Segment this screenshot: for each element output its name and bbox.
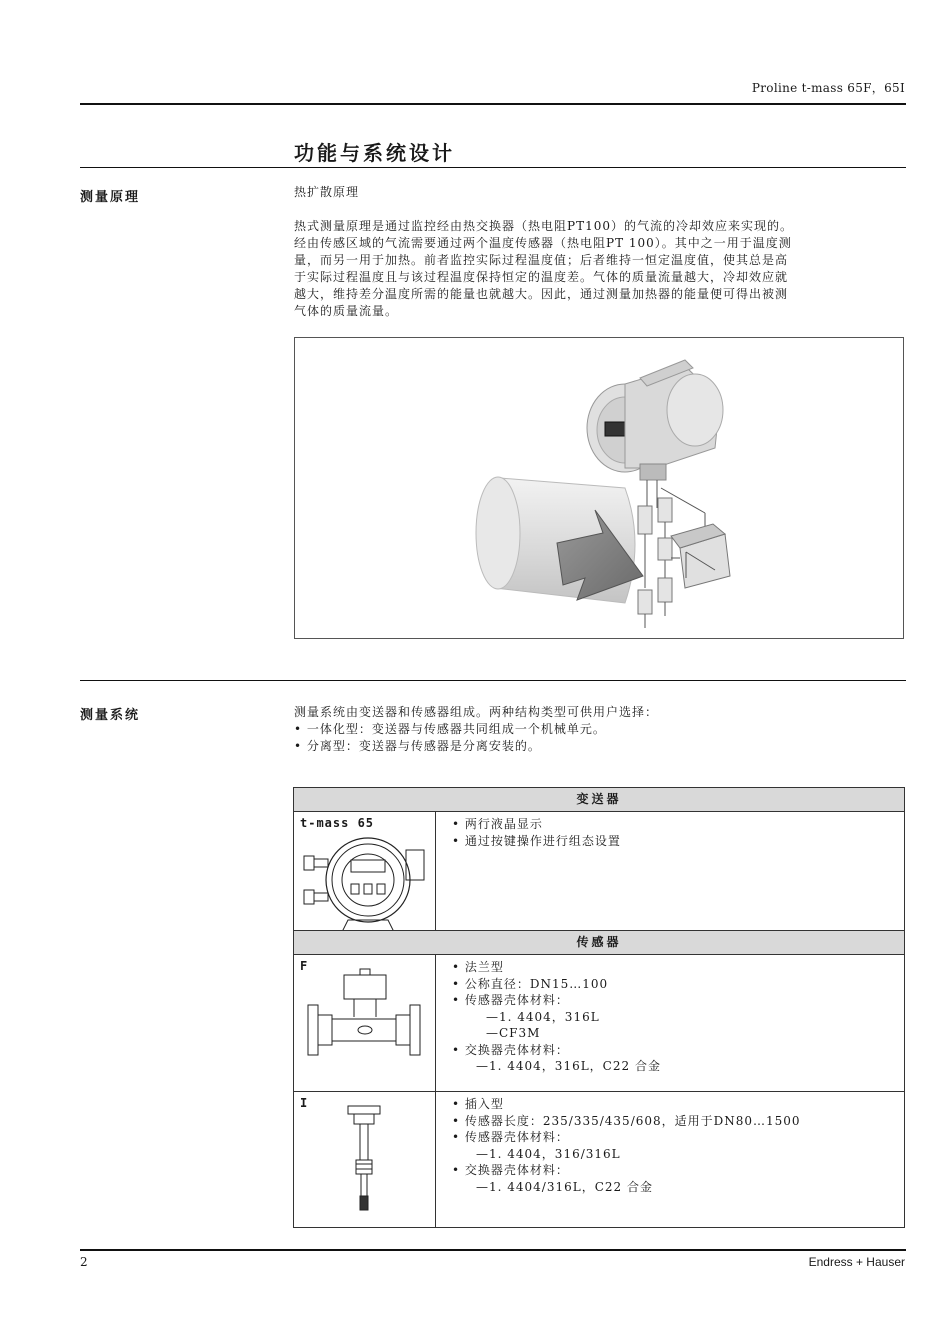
section-title-rule (80, 167, 906, 168)
insertion-sensor-drawing (294, 1100, 434, 1220)
detail-line: • 传感器壳体材料： (452, 1130, 569, 1144)
sensor-i-image-cell (294, 1092, 436, 1228)
transmitter-features (436, 812, 905, 931)
thermal-principle-figure (294, 337, 904, 639)
paragraph-line: 经由传感区域的气流需要通过两个温度传感器（热电阻PT 100）。其中之一用于温度测 (294, 236, 792, 250)
system-bullet: • 分离型：变送器与传感器是分离安装的。 (294, 739, 541, 753)
system-intro (294, 704, 906, 755)
section-divider (80, 680, 906, 681)
component-table (293, 787, 905, 1228)
sensor-header: 传感器 (294, 931, 905, 955)
detail-line: • 公称直径：DN15…100 (452, 976, 609, 991)
paragraph-line: 于实际过程温度且与该过程温度保持恒定的温度差。气体的质量流量越大，冷却效应就 (294, 270, 789, 284)
system-bullet: • 一体化型：变送器与传感器共同组成一个机械单元。 (294, 722, 606, 736)
detail-line: • 交换器壳体材料： (452, 1163, 569, 1177)
sensor-f-name: F (300, 959, 309, 973)
paragraph-line: 越大，维持差分温度所需的能量也就越大。因此，通过测量加热器的能量便可得出被测 (294, 287, 789, 301)
detail-line: • 插入型 (452, 1097, 504, 1111)
document-header-title: Proline t-mass 65F，65I (751, 81, 905, 95)
flanged-sensor-drawing (294, 965, 434, 1085)
detail-line: • 传感器长度：235/335/435/608，适用于DN80…1500 (452, 1113, 801, 1128)
detail-line: —CF3M (486, 1026, 541, 1040)
page-number: 2 (80, 1255, 88, 1269)
transmitter-image-cell (294, 812, 436, 931)
sensor-f-image-cell (294, 955, 436, 1092)
thermal-principle-illustration (295, 338, 903, 638)
system-intro-line: 测量系统由变送器和传感器组成。两种结构类型可供用户选择： (294, 705, 659, 719)
feature-line: • 两行液晶显示 (452, 817, 543, 831)
header-rule (80, 103, 906, 105)
detail-line: —1. 4404，316L (486, 1009, 600, 1024)
paragraph-line: 量，而另一用于加热。前者监控实际过程温度值；后者维持一恒定温度值，使其总是高 (294, 253, 789, 267)
footer-brand: Endress + Hauser (808, 1255, 905, 1269)
transmitter-name: t-mass 65 (300, 816, 375, 830)
sensor-i-name: I (300, 1096, 309, 1110)
paragraph-line: 气体的质量流量。 (294, 304, 399, 318)
principle-paragraph (294, 218, 906, 320)
feature-line: • 通过按键操作进行组态设置 (452, 833, 621, 848)
sensor-i-details (436, 1092, 905, 1228)
section-title: 功能与系统设计 (294, 141, 455, 165)
detail-line: —1. 4404，316L，C22 合金 (476, 1059, 661, 1073)
footer-rule (80, 1249, 906, 1251)
principle-subtitle: 热扩散原理 (294, 185, 360, 199)
system-label: 测量系统 (80, 708, 141, 723)
detail-line: —1. 4404，316/316L (476, 1146, 621, 1161)
detail-line: —1. 4404/316L，C22 合金 (476, 1179, 653, 1194)
detail-line: • 传感器壳体材料： (452, 993, 569, 1007)
detail-line: • 交换器壳体材料： (452, 1042, 569, 1057)
transmitter-drawing (294, 820, 434, 930)
paragraph-line: 热式测量原理是通过监控经由热交换器（热电阻PT100）的气流的冷却效应来实现的。 (294, 219, 793, 233)
sensor-f-details (436, 955, 905, 1092)
detail-line: • 法兰型 (452, 960, 504, 974)
transmitter-header: 变送器 (294, 788, 905, 812)
principle-label: 测量原理 (80, 190, 141, 205)
